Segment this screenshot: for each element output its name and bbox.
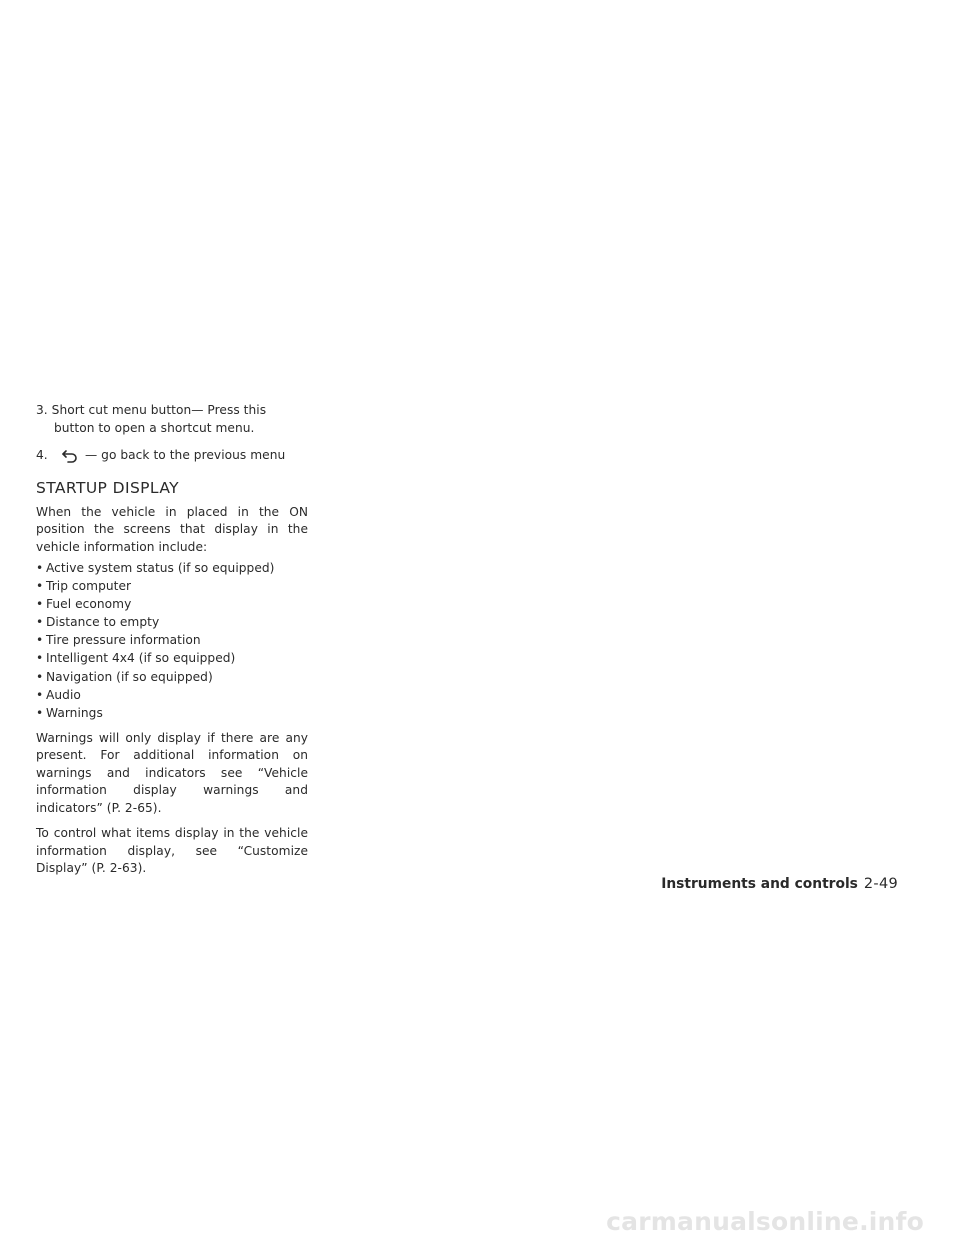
list-item: • Warnings (36, 705, 103, 720)
startup-screens-list (36, 560, 308, 722)
list-item: • Active system status (if so equipped) (36, 561, 275, 575)
warnings-paragraph: Warnings will only display if there are any present. For additional information on warnings and indicators see “Vehicle information display warnings and indicators” (P. 2-65). (36, 730, 308, 815)
text-column (36, 402, 308, 878)
list-item: • Intelligent 4x4 (if so equipped) (36, 651, 236, 666)
list-item: • Tire pressure information (36, 633, 201, 648)
intro-paragraph: When the vehicle in placed in the ON position the screens that display in the vehicle information include: (36, 504, 308, 554)
section-title: STARTUP DISPLAY (36, 478, 179, 497)
item-3-text: Short cut menu button— Press this button to open a shortcut menu. (51, 403, 267, 435)
list-item-3 (36, 402, 308, 437)
watermark: carmanualsonline.info (606, 1207, 924, 1236)
item-3-number: 3. (36, 403, 48, 417)
list-item: • Navigation (if so equipped) (36, 669, 213, 684)
back-arrow-icon (61, 449, 79, 463)
list-item: • Fuel economy (36, 597, 132, 612)
list-item: • Trip computer (36, 579, 132, 594)
page-footer (661, 876, 898, 892)
footer-page-number: 2-49 (863, 876, 898, 892)
list-item: • Distance to empty (36, 615, 160, 630)
item-4-number: 4. (36, 448, 48, 462)
item-4-text: — go back to the previous menu (85, 448, 286, 462)
list-item-4 (36, 447, 308, 465)
footer-section-name: Instruments and controls (661, 876, 858, 892)
control-paragraph: To control what items display in the vehicle information display, see “Customize Display” (P. 2-63). (36, 826, 308, 876)
list-item: • Audio (36, 687, 81, 702)
